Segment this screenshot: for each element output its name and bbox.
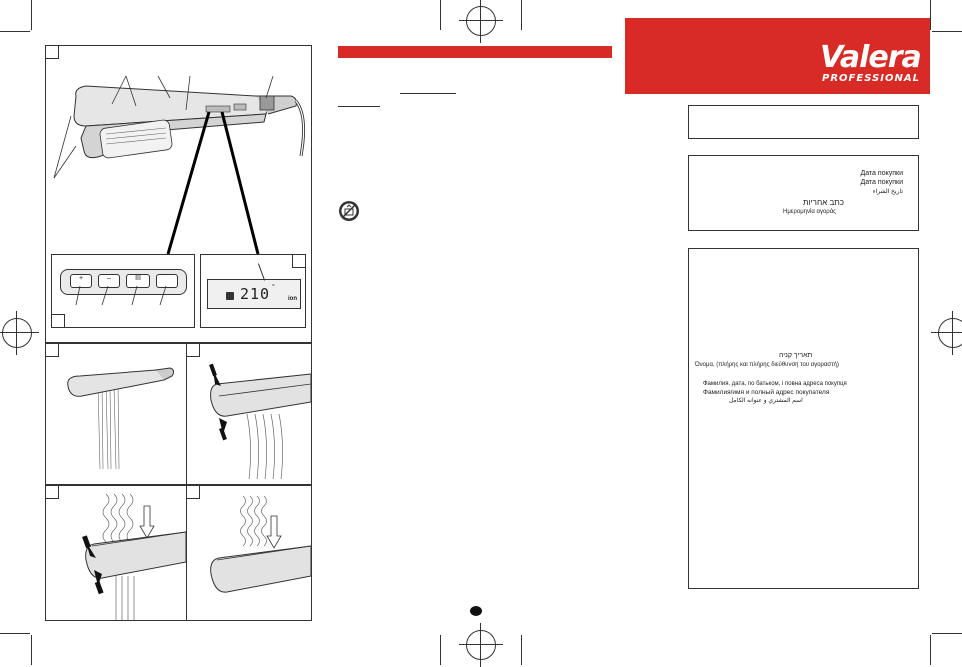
temperature-readout: 210 [240, 285, 271, 303]
divider [400, 93, 456, 94]
registration-mark [466, 630, 496, 660]
purchase-date-label: Дата покупки [860, 170, 903, 177]
buyer-name-label-ar: اسم المشتري و عنوانه الكامل [729, 398, 803, 404]
minus-button: – [98, 274, 120, 288]
figure-number-box [292, 255, 305, 268]
lcd-display [207, 279, 301, 309]
degree-symbol: ° [272, 284, 275, 291]
crop-mark [930, 635, 931, 665]
waving-step-illustration [46, 486, 186, 620]
purchase-date-label-he: תאריך קניה [779, 352, 813, 359]
buyer-name-label-el: Όνομα, (πλήρης και πλήρης διεύθυνση του αγοραστή) [695, 362, 839, 368]
registration-mark [2, 318, 32, 348]
crop-mark [521, 635, 522, 665]
crop-mark [440, 0, 441, 30]
purchase-date-label-ar: تاريخ الشراء [872, 189, 903, 195]
crop-mark [31, 635, 32, 665]
no-water-warning-icon [338, 200, 360, 222]
leader-lines [52, 255, 194, 327]
buyer-name-label-uk: Фамилия, дата, по батьком, і повна адреса покупця [703, 381, 847, 387]
crop-mark [0, 633, 30, 634]
registration-mark [938, 318, 962, 348]
figure-1-panel [45, 45, 312, 343]
crop-mark [932, 31, 962, 32]
registration-mark [466, 6, 496, 36]
figure-1a-buttons-panel [51, 254, 195, 328]
divider [338, 106, 380, 107]
buyer-name-label-ru: Фамилия/имя и полный адрес покупателя [703, 389, 830, 396]
warranty-box-date [688, 155, 919, 231]
figure-5-panel [186, 485, 312, 621]
figure-2-panel [45, 343, 187, 485]
crop-mark [0, 31, 30, 32]
warranty-box-buyer [688, 248, 919, 589]
warranty-title-he: כתב אחריות [803, 198, 844, 207]
figure-3-panel [186, 343, 312, 485]
purchase-date-label: Дата покупки [860, 179, 903, 186]
page-marker [470, 606, 482, 616]
hair-clamp-illustration [46, 344, 186, 484]
figure-1b-display-panel [200, 254, 306, 328]
plus-button: + [70, 274, 92, 288]
brand-header [625, 18, 930, 94]
ion-label: ion [288, 296, 297, 302]
figure-4-panel [45, 485, 187, 621]
crop-mark [930, 0, 931, 30]
lock-icon [226, 292, 234, 300]
crop-mark [521, 0, 522, 30]
crop-mark [31, 0, 32, 30]
crop-mark [440, 635, 441, 665]
purchase-date-label-el: Ημερομηνία αγοράς [783, 209, 837, 215]
warranty-box-model [688, 105, 919, 139]
section-header-bar [338, 46, 612, 58]
hair-clamp-close-illustration [187, 344, 311, 484]
mode-button: III [126, 274, 150, 288]
crop-mark [932, 633, 962, 634]
brand-logo: Valera [820, 40, 921, 75]
waving-release-illustration [187, 486, 311, 620]
brand-tagline: PROFESSIONAL [822, 73, 920, 84]
